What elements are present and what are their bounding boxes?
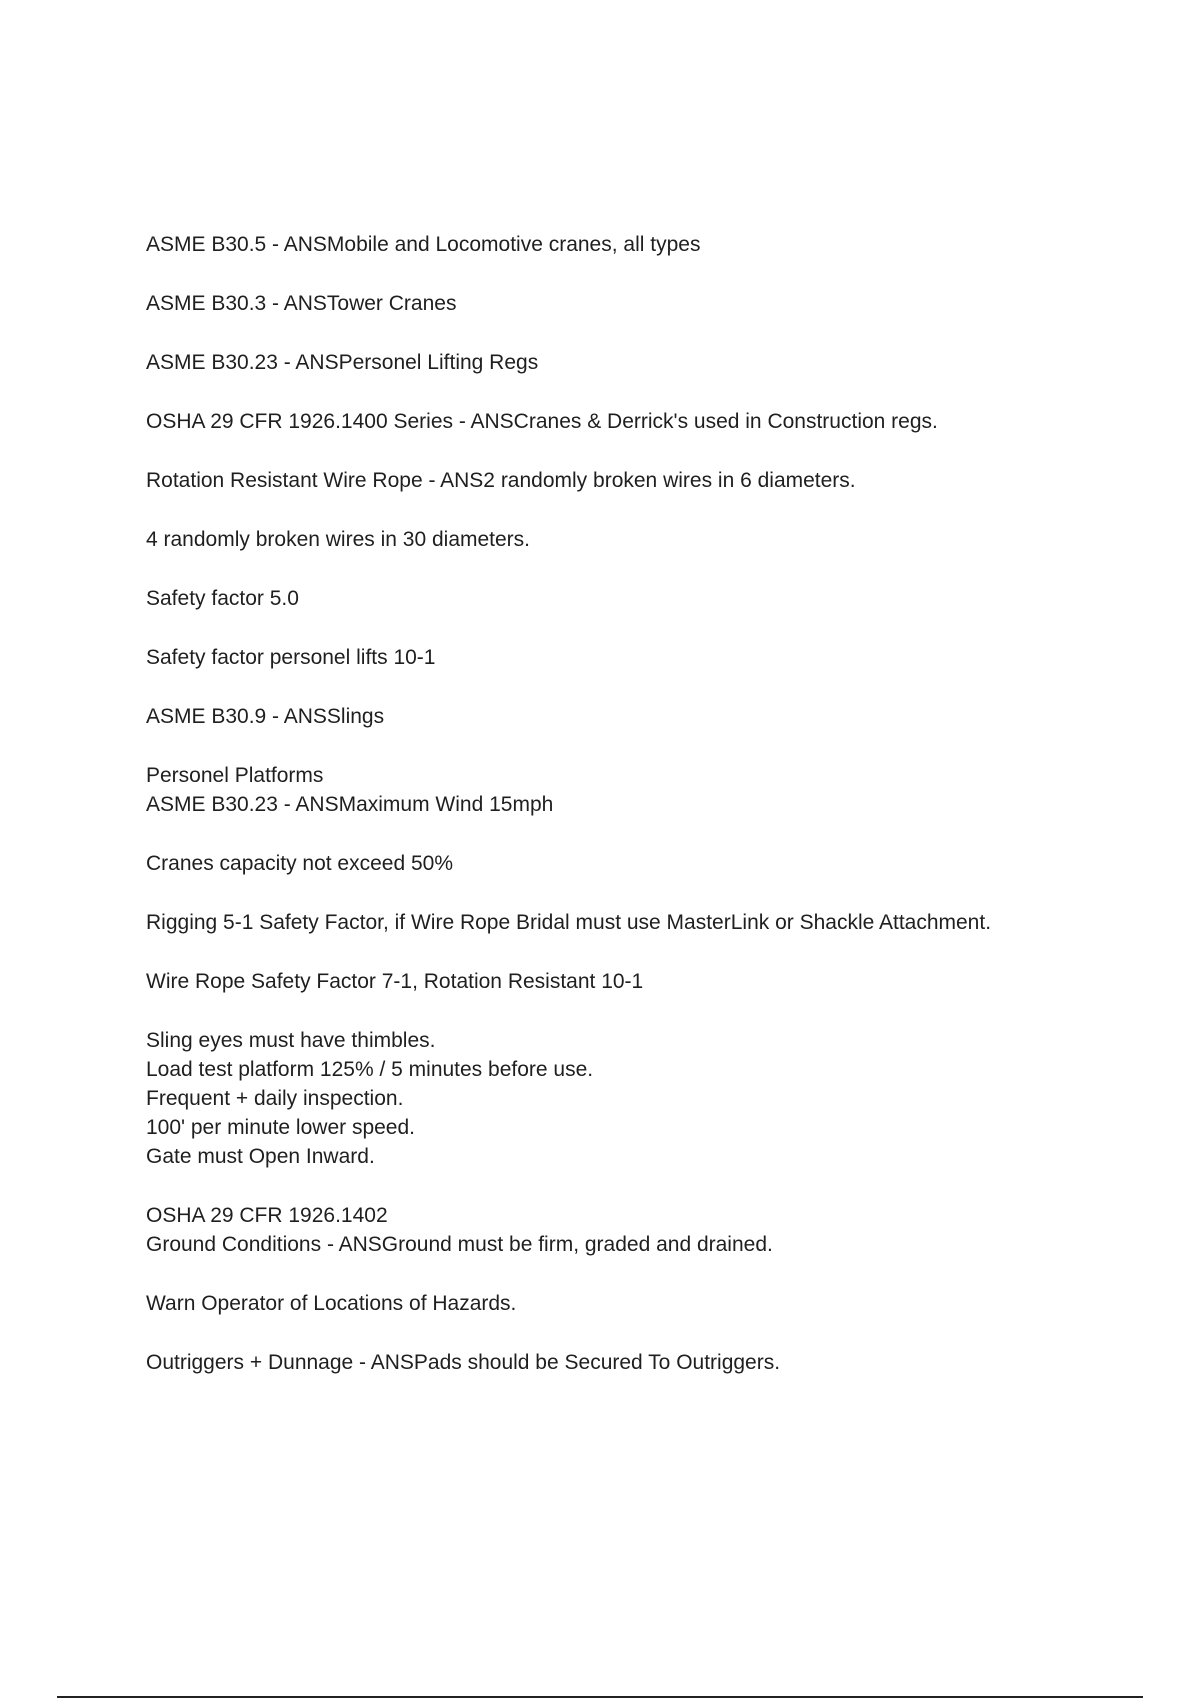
text-line: Safety factor 5.0 — [146, 587, 299, 610]
paragraph — [146, 1348, 1146, 1377]
paragraph — [146, 967, 1146, 996]
text-line: Personel Platforms — [146, 764, 324, 787]
paragraph — [146, 1201, 1146, 1259]
text-line: ASME B30.5 - ANSMobile and Locomotive cranes, all types — [146, 233, 701, 256]
text-line: ASME B30.23 - ANSMaximum Wind 15mph — [146, 793, 554, 816]
text-line: Cranes capacity not exceed 50% — [146, 852, 454, 875]
paragraph — [146, 289, 1146, 318]
paragraph — [146, 1026, 1146, 1171]
paragraph — [146, 643, 1146, 672]
text-line: Rotation Resistant Wire Rope - ANS2 randomly broken wires in 6 diameters. — [146, 469, 856, 492]
text-line: ASME B30.23 - ANSPersonel Lifting Regs — [146, 351, 539, 374]
paragraph — [146, 702, 1146, 731]
text-line: ASME B30.3 - ANSTower Cranes — [146, 292, 457, 315]
text-line: Gate must Open Inward. — [146, 1145, 375, 1168]
paragraph — [146, 525, 1146, 554]
text-line: Warn Operator of Locations of Hazards. — [146, 1292, 517, 1315]
paragraph — [146, 1289, 1146, 1318]
paragraph — [146, 908, 1146, 937]
paragraph — [146, 849, 1146, 878]
text-line: Safety factor personel lifts 10-1 — [146, 646, 436, 669]
paragraph — [146, 584, 1146, 613]
paragraph — [146, 348, 1146, 377]
text-line: Wire Rope Safety Factor 7-1, Rotation Resistant 10-1 — [146, 970, 644, 993]
text-line: 4 randomly broken wires in 30 diameters. — [146, 528, 531, 551]
text-line: OSHA 29 CFR 1926.1402 — [146, 1204, 388, 1227]
paragraph — [146, 230, 1146, 259]
text-line: Ground Conditions - ANSGround must be firm, graded and drained. — [146, 1233, 773, 1256]
paragraph — [146, 761, 1146, 819]
text-line: ASME B30.9 - ANSSlings — [146, 705, 385, 728]
text-line: 100' per minute lower speed. — [146, 1116, 416, 1139]
document-body — [146, 230, 1146, 1407]
text-line: Frequent + daily inspection. — [146, 1087, 404, 1110]
footer-divider — [57, 1696, 1143, 1698]
text-line: OSHA 29 CFR 1926.1400 Series - ANSCranes & Derrick's used in Construction regs. — [146, 410, 938, 433]
text-line: Outriggers + Dunnage - ANSPads should be Secured To Outriggers. — [146, 1351, 781, 1374]
paragraph — [146, 466, 1146, 495]
text-line: Load test platform 125% / 5 minutes before use. — [146, 1058, 594, 1081]
text-line: Sling eyes must have thimbles. — [146, 1029, 436, 1052]
text-line: Rigging 5-1 Safety Factor, if Wire Rope Bridal must use MasterLink or Shackle Attachment. — [146, 911, 992, 934]
paragraph — [146, 407, 1146, 436]
